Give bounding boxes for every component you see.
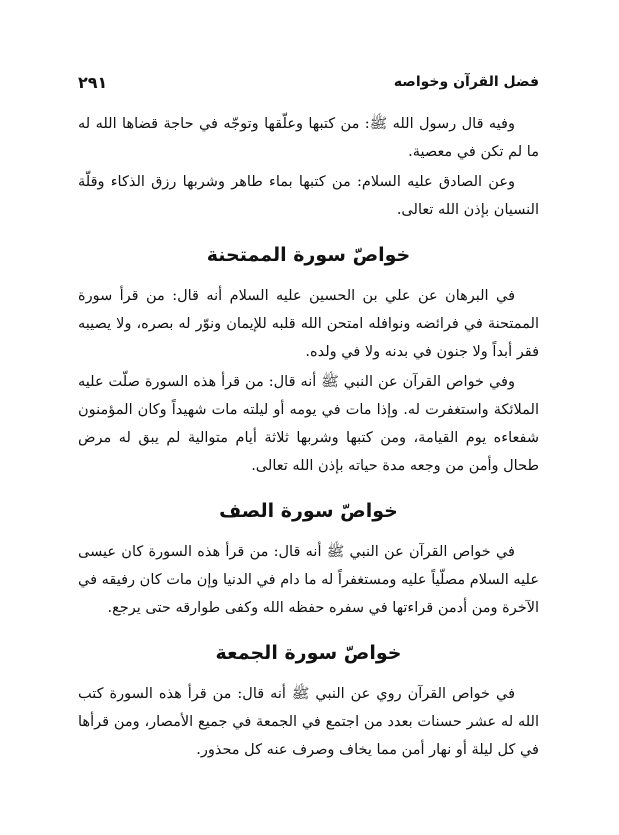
page-header xyxy=(78,70,539,94)
section-title-jumuah: خواصّ سورة الجمعة xyxy=(215,642,402,664)
page-body xyxy=(78,110,539,764)
running-title: فضل القرآن وخواصه xyxy=(393,74,539,90)
section-title-saff: خواصّ سورة الصف xyxy=(219,500,398,522)
intro-paragraph: وعن الصادق عليه السلام: من كتبها بماء طاهر وشربها رزق الذكاء وقلّة النسيان بإذن الله تعالى. xyxy=(78,174,539,218)
section-paragraph: في خواص القرآن روي عن النبي ﷺ أنه قال: من قرأ هذه السورة كتب الله له عشر حسنات بعدد من اجتمع في الجمعة في جميع الأمصار، ومن قرأها في كل ليلة أو نهار أمن مما يخاف وصرف عنه كل محذور. xyxy=(78,686,539,758)
section-paragraph: في خواص القرآن عن النبي ﷺ أنه قال: من قرأ هذه السورة كان عيسى عليه السلام مصلّياً عليه ومستغفراً له ما دام في الدنيا وإن مات كان رفيقه في الآخرة ومن أدمن قراءتها في سفره حفظه الله وكفى طوارقه حتى يرجع. xyxy=(78,544,539,616)
section-title-mumtahana: خواصّ سورة الممتحنة xyxy=(206,244,411,266)
intro-paragraph: وفيه قال رسول الله ﷺ: من كتبها وعلّقها وتوجّه في حاجة قضاها الله له ما لم تكن في معصية. xyxy=(78,116,539,160)
section-paragraph: وفي خواص القرآن عن النبي ﷺ أنه قال: من قرأ هذه السورة صلّت عليه الملائكة واستغفرت له. وإذا مات في يومه أو ليلته مات شهيداً وكان المؤمنون شفعاءه يوم القيامة، ومن كتبها وشربها ثلاثة أيام متوالية لم يبق له مرض طحال وأمن من وجعه مدة حياته بإذن الله تعالى. xyxy=(78,374,539,474)
page-number: ٢٩١ xyxy=(78,72,108,92)
section-paragraph: في البرهان عن علي بن الحسين عليه السلام أنه قال: من قرأ سورة الممتحنة في فرائضه ونوافله امتحن الله قلبه للإيمان ونوّر له بصره، ولا يصيبه فقر أبداً ولا جنون في بدنه ولا في ولده. xyxy=(78,288,539,360)
